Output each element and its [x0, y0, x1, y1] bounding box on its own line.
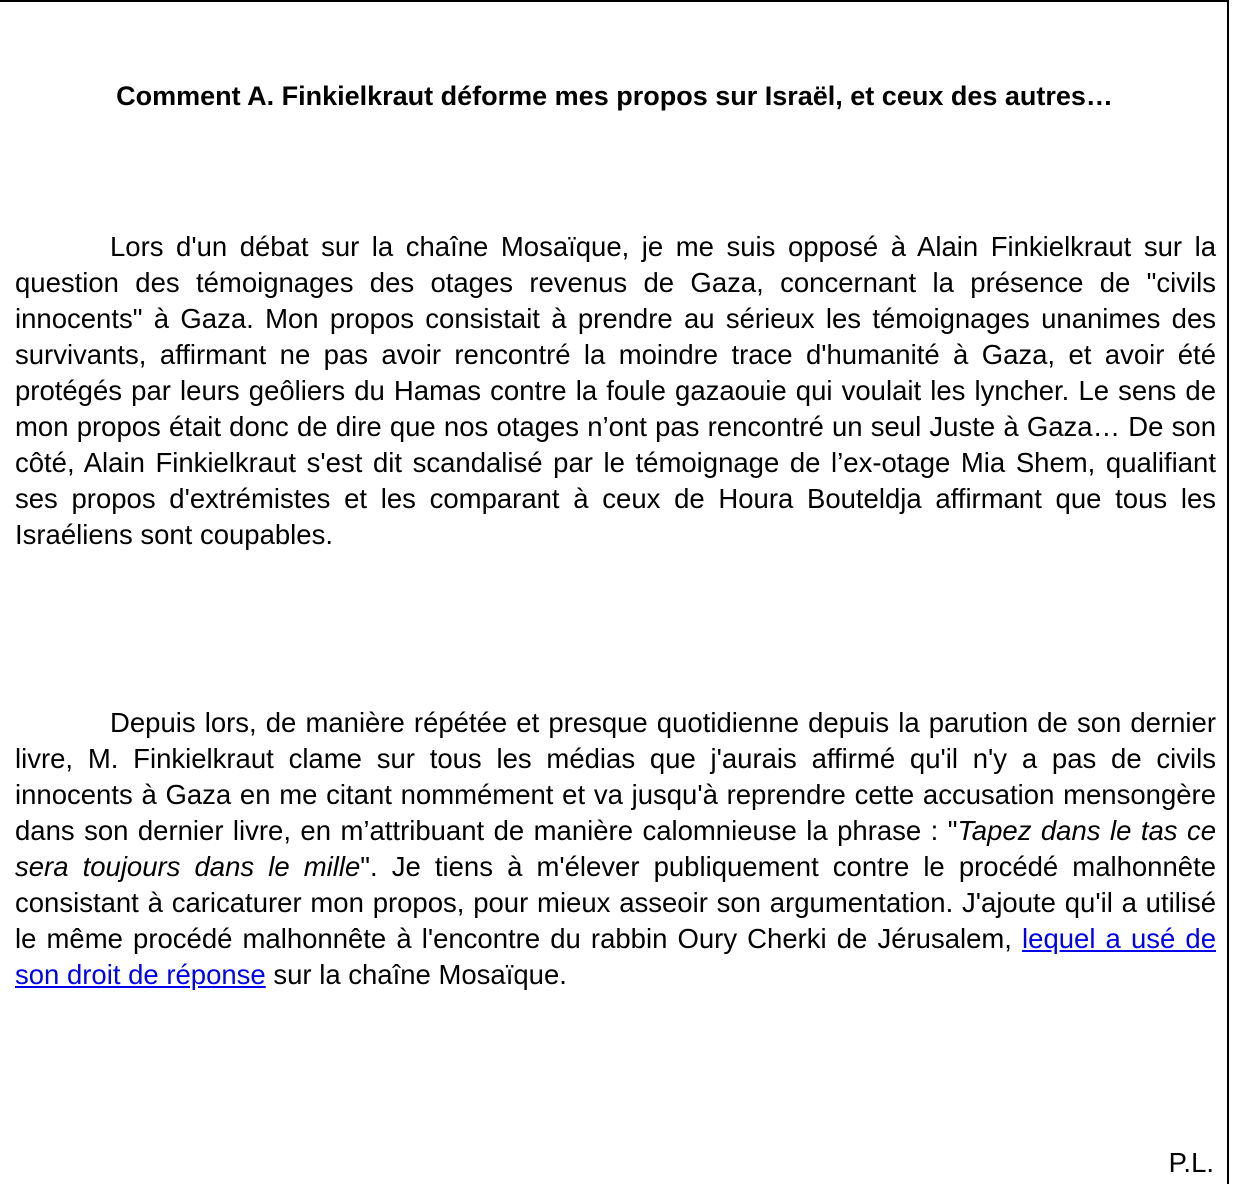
article-title: Comment A. Finkielkraut déforme mes propos sur Israël, et ceux des autres…: [116, 81, 1113, 111]
paragraph-2-text-after-link: sur la chaîne Mosaïque.: [265, 959, 567, 990]
paragraph-2: [15, 705, 1216, 993]
paragraph-2-text-before-quote: Depuis lors, de manière répétée et presque quotidienne depuis la parution de son dernier livre, M. Finkielkraut clame sur tous les médias que j'aurais affirmé qu'il n'y a pas de civils innocents à Gaza en me citant nommément et va jusqu'à reprendre cette accusation mensongère dans son dernier livre, en m’attribuant de manière calomnieuse la phrase : ": [15, 707, 1216, 846]
paragraph-1: [15, 229, 1216, 553]
paragraph-1-text: Lors d'un débat sur la chaîne Mosaïque, je me suis opposé à Alain Finkielkraut sur la question des témoignages des otages revenus de Gaza, concernant la présence de "civils innocents" à Gaza. Mon propos consistait à prendre au sérieux les témoignages unanimes des survivants, affirmant ne pas avoir rencontré la moindre trace d'humanité à Gaza, et avoir été protégés par leurs geôliers du Hamas contre la foule gazaouie qui voulait les lyncher. Le sens de mon propos était donc de dire que nos otages n’ont pas rencontré un seul Juste à Gaza… De son côté, Alain Finkielkraut s'est dit scandalisé par le témoignage de l’ex-otage Mia Shem, qualifiant ses propos d'extrémistes et les comparant à ceux de Houra Bouteldja affirmant que tous les Israéliens sont coupables.: [15, 231, 1216, 550]
paragraph-2-text-after-quote: ". Je tiens à m'élever publiquement contre le procédé malhonnête consistant à caricaturer mon propos, pour mieux asseoir son argumentation. J'ajoute qu'il a utilisé le même procédé malhonnête à l'encontre du rabbin Oury Cherki de Jérusalem,: [15, 851, 1217, 954]
quoted-phrase: Tapez dans le tas ce sera toujours dans le mille: [15, 815, 1217, 882]
signature: P.L.: [1168, 1147, 1214, 1178]
droit-de-reponse-link[interactable]: lequel a usé de son droit de réponse: [15, 923, 1216, 990]
